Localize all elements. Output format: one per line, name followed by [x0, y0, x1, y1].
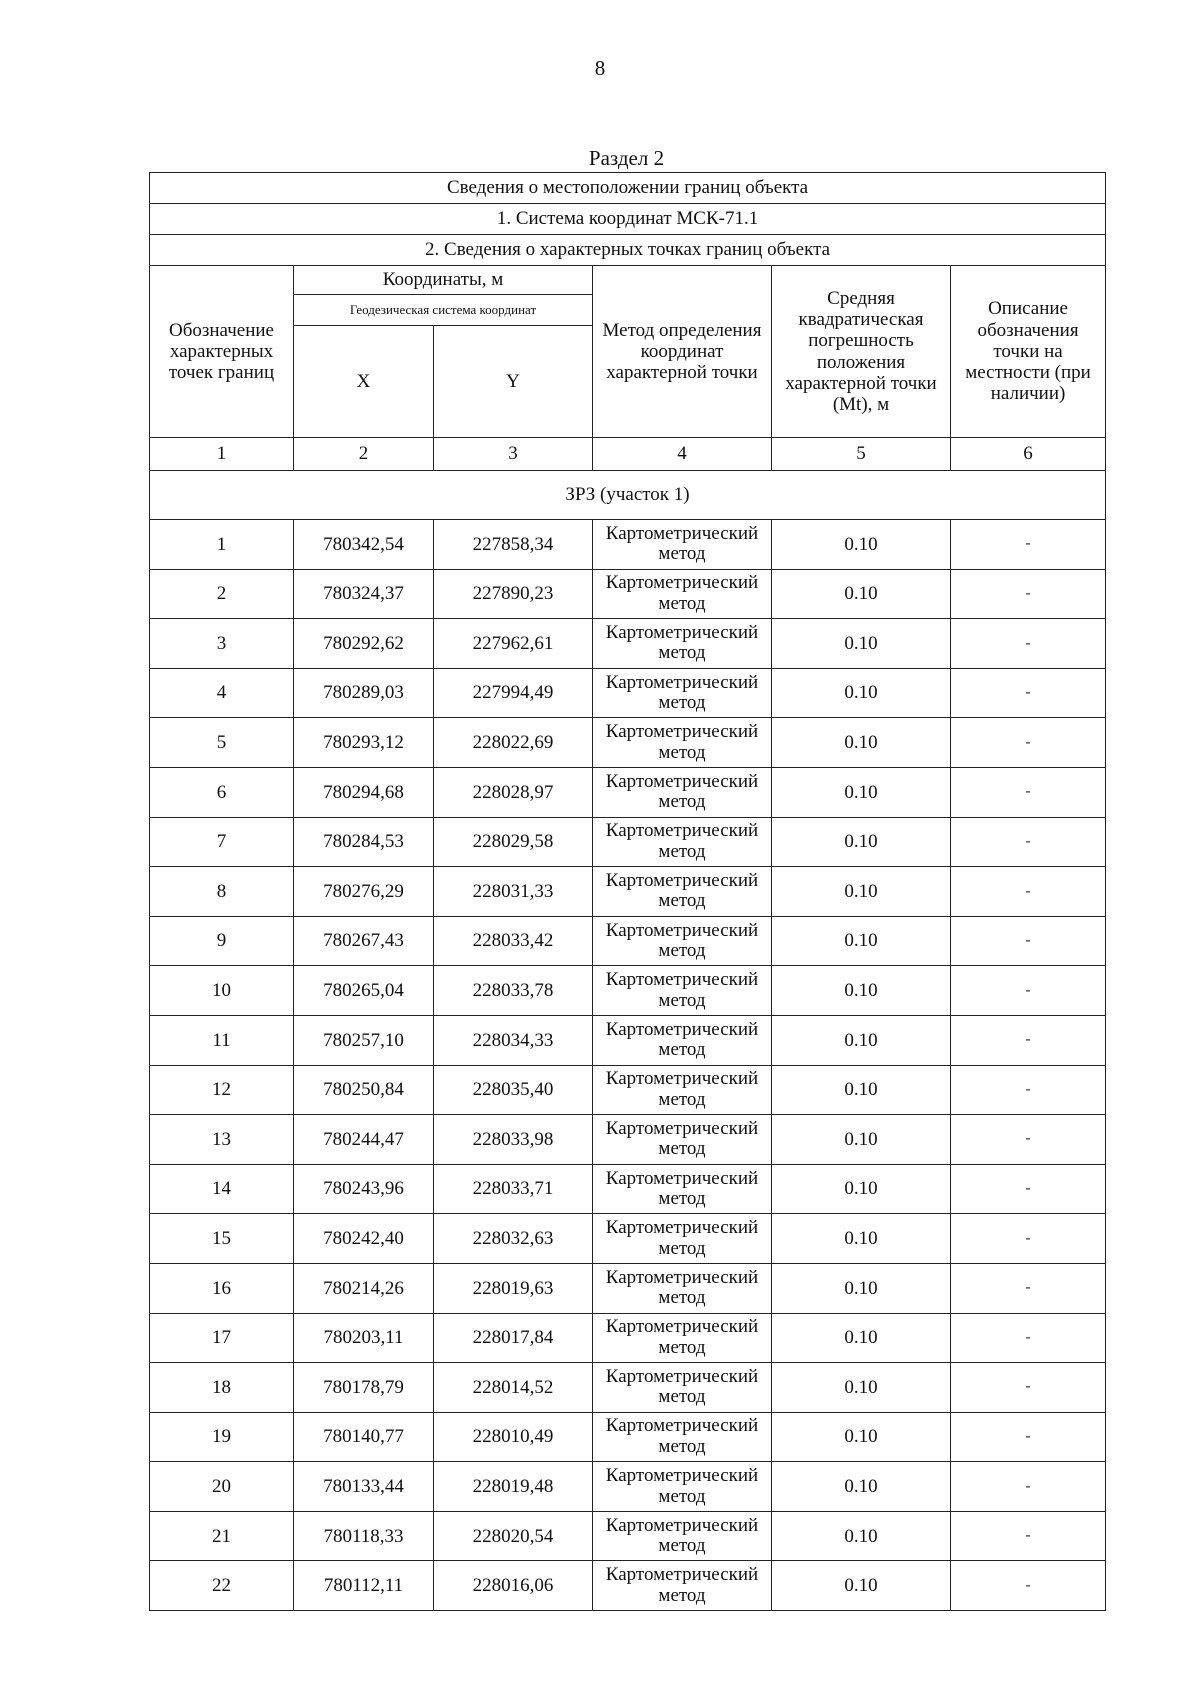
section-title: Раздел 2	[588, 146, 665, 170]
point-number-cell: 2	[150, 569, 294, 619]
description-cell: -	[951, 1065, 1106, 1115]
error-cell: 0.10	[772, 1412, 951, 1462]
point-number-cell: 4	[150, 668, 294, 718]
x-coordinate-cell: 780244,47	[294, 1115, 434, 1165]
table-row	[150, 668, 1106, 718]
x-coordinate-cell: 780265,04	[294, 966, 434, 1016]
description-cell: -	[951, 1115, 1106, 1165]
header-description: Описание обозначения точки на местности (при наличии)	[951, 266, 1106, 438]
method-text: Картометрический метод	[605, 721, 759, 763]
method-text: Картометрический метод	[605, 522, 759, 565]
point-number-cell: 11	[150, 1015, 294, 1065]
y-coordinate-cell: 228033,42	[434, 916, 593, 966]
description-cell: -	[951, 867, 1106, 917]
y-coordinate-cell: 227890,23	[434, 569, 593, 619]
y-coordinate-cell: 228022,69	[434, 718, 593, 768]
method-cell	[593, 767, 772, 817]
method-cell	[593, 1263, 772, 1313]
x-coordinate-cell: 780250,84	[294, 1065, 434, 1115]
y-coordinate-cell: 228032,63	[434, 1214, 593, 1264]
method-text: Картометрический метод	[605, 671, 759, 714]
method-cell	[593, 520, 772, 570]
x-coordinate-cell: 780324,37	[294, 569, 434, 619]
table-row	[150, 916, 1106, 966]
column-number: 2	[294, 438, 434, 471]
table-row	[150, 1164, 1106, 1214]
method-text: Картометрический метод	[605, 1365, 759, 1408]
point-number-cell: 7	[150, 817, 294, 867]
method-cell	[593, 1015, 772, 1065]
method-text: Картометрический метод	[605, 969, 759, 1011]
description-cell: -	[951, 619, 1106, 669]
description-cell: -	[951, 1263, 1106, 1313]
method-text: Картометрический метод	[605, 820, 759, 862]
header-coordinates: Координаты, м	[294, 266, 593, 295]
y-coordinate-cell: 228034,33	[434, 1015, 593, 1065]
method-cell	[593, 569, 772, 619]
point-number-cell: 14	[150, 1164, 294, 1214]
table-row	[150, 619, 1106, 669]
method-cell	[593, 1065, 772, 1115]
point-number-cell: 12	[150, 1065, 294, 1115]
method-text: Картометрический метод	[605, 1068, 759, 1110]
error-cell: 0.10	[772, 668, 951, 718]
method-cell	[593, 867, 772, 917]
table-row	[150, 1561, 1106, 1611]
x-coordinate-cell: 780284,53	[294, 817, 434, 867]
method-cell	[593, 1214, 772, 1264]
error-cell: 0.10	[772, 1313, 951, 1363]
method-cell	[593, 1313, 772, 1363]
y-coordinate-cell: 228019,63	[434, 1263, 593, 1313]
description-cell: -	[951, 718, 1106, 768]
description-cell: -	[951, 1462, 1106, 1512]
table-row	[150, 1065, 1106, 1115]
x-coordinate-cell: 780267,43	[294, 916, 434, 966]
method-cell	[593, 718, 772, 768]
method-text: Картометрический метод	[605, 1465, 759, 1507]
y-coordinate-cell: 227994,49	[434, 668, 593, 718]
description-cell: -	[951, 520, 1106, 570]
table-row	[150, 817, 1106, 867]
point-number-cell: 20	[150, 1462, 294, 1512]
point-number-cell: 10	[150, 966, 294, 1016]
y-coordinate-cell: 228016,06	[434, 1561, 593, 1611]
column-number: 5	[772, 438, 951, 471]
x-coordinate-cell: 780118,33	[294, 1511, 434, 1561]
x-coordinate-cell: 780293,12	[294, 718, 434, 768]
points-section-label: 2. Сведения о характерных точках границ объекта	[150, 235, 1106, 266]
error-cell: 0.10	[772, 569, 951, 619]
error-cell: 0.10	[772, 520, 951, 570]
error-cell: 0.10	[772, 1115, 951, 1165]
y-coordinate-cell: 228020,54	[434, 1511, 593, 1561]
x-coordinate-cell: 780257,10	[294, 1015, 434, 1065]
x-coordinate-cell: 780242,40	[294, 1214, 434, 1264]
table-row	[150, 1412, 1106, 1462]
method-text: Картометрический метод	[605, 1266, 759, 1309]
table-row	[150, 1015, 1106, 1065]
y-coordinate-cell: 228014,52	[434, 1363, 593, 1413]
table-row	[150, 1313, 1106, 1363]
x-coordinate-cell: 780294,68	[294, 767, 434, 817]
table-row	[150, 569, 1106, 619]
table-row	[150, 1214, 1106, 1264]
error-cell: 0.10	[772, 1363, 951, 1413]
table-row	[150, 520, 1106, 570]
error-cell: 0.10	[772, 767, 951, 817]
method-cell	[593, 1561, 772, 1611]
error-cell: 0.10	[772, 817, 951, 867]
method-text: Картометрический метод	[605, 869, 759, 912]
x-coordinate-cell: 780112,11	[294, 1561, 434, 1611]
x-coordinate-cell: 780203,11	[294, 1313, 434, 1363]
table-row	[150, 1115, 1106, 1165]
error-cell: 0.10	[772, 1462, 951, 1512]
x-coordinate-cell: 780342,54	[294, 520, 434, 570]
description-cell: -	[951, 966, 1106, 1016]
column-number: 3	[434, 438, 593, 471]
error-cell: 0.10	[772, 966, 951, 1016]
description-cell: -	[951, 1214, 1106, 1264]
method-text: Картометрический метод	[605, 919, 759, 962]
column-number: 6	[951, 438, 1106, 471]
x-coordinate-cell: 780140,77	[294, 1412, 434, 1462]
description-cell: -	[951, 569, 1106, 619]
method-text: Картометрический метод	[605, 1564, 759, 1606]
description-cell: -	[951, 916, 1106, 966]
y-coordinate-cell: 227858,34	[434, 520, 593, 570]
point-number-cell: 9	[150, 916, 294, 966]
error-cell: 0.10	[772, 1164, 951, 1214]
point-number-cell: 21	[150, 1511, 294, 1561]
y-coordinate-cell: 228033,78	[434, 966, 593, 1016]
method-text: Картометрический метод	[605, 1415, 759, 1457]
header-designation: Обозначение характерных точек границ	[150, 266, 294, 438]
point-number-cell: 18	[150, 1363, 294, 1413]
method-text: Картометрический метод	[605, 1514, 759, 1557]
table-title: Сведения о местоположении границ объекта	[150, 173, 1106, 204]
error-cell: 0.10	[772, 718, 951, 768]
description-cell: -	[951, 1313, 1106, 1363]
y-coordinate-cell: 228010,49	[434, 1412, 593, 1462]
boundary-points-table	[149, 172, 1106, 1611]
column-number: 1	[150, 438, 294, 471]
error-cell: 0.10	[772, 1511, 951, 1561]
header-geodetic-system: Геодезическая система координат	[294, 295, 593, 326]
method-cell	[593, 668, 772, 718]
x-coordinate-cell: 780133,44	[294, 1462, 434, 1512]
y-coordinate-cell: 227962,61	[434, 619, 593, 669]
zone-label: ЗРЗ (участок 1)	[150, 471, 1106, 520]
description-cell: -	[951, 1412, 1106, 1462]
table-row	[150, 718, 1106, 768]
y-coordinate-cell: 228033,98	[434, 1115, 593, 1165]
y-coordinate-cell: 228031,33	[434, 867, 593, 917]
x-coordinate-cell: 780276,29	[294, 867, 434, 917]
error-cell: 0.10	[772, 867, 951, 917]
method-text: Картометрический метод	[605, 1018, 759, 1061]
point-number-cell: 22	[150, 1561, 294, 1611]
x-coordinate-cell: 780243,96	[294, 1164, 434, 1214]
method-cell	[593, 1363, 772, 1413]
method-cell	[593, 916, 772, 966]
description-cell: -	[951, 817, 1106, 867]
method-cell	[593, 966, 772, 1016]
error-cell: 0.10	[772, 1065, 951, 1115]
description-cell: -	[951, 1015, 1106, 1065]
method-text: Картометрический метод	[605, 1117, 759, 1160]
error-cell: 0.10	[772, 619, 951, 669]
point-number-cell: 8	[150, 867, 294, 917]
table-row	[150, 1263, 1106, 1313]
column-number: 4	[593, 438, 772, 471]
table-row	[150, 867, 1106, 917]
description-cell: -	[951, 767, 1106, 817]
method-text: Картометрический метод	[605, 770, 759, 813]
y-coordinate-cell: 228019,48	[434, 1462, 593, 1512]
table-row	[150, 966, 1106, 1016]
point-number-cell: 15	[150, 1214, 294, 1264]
error-cell: 0.10	[772, 916, 951, 966]
method-cell	[593, 817, 772, 867]
table-row	[150, 767, 1106, 817]
point-number-cell: 19	[150, 1412, 294, 1462]
point-number-cell: 1	[150, 520, 294, 570]
description-cell: -	[951, 1164, 1106, 1214]
point-number-cell: 3	[150, 619, 294, 669]
y-coordinate-cell: 228035,40	[434, 1065, 593, 1115]
x-coordinate-cell: 780292,62	[294, 619, 434, 669]
method-text: Картометрический метод	[605, 621, 759, 664]
header-y: Y	[434, 326, 593, 438]
point-number-cell: 13	[150, 1115, 294, 1165]
error-cell: 0.10	[772, 1015, 951, 1065]
page-number: 8	[594, 56, 606, 80]
point-number-cell: 17	[150, 1313, 294, 1363]
point-number-cell: 6	[150, 767, 294, 817]
description-cell: -	[951, 1363, 1106, 1413]
coord-system-label: 1. Система координат МСК-71.1	[150, 204, 1106, 235]
x-coordinate-cell: 780289,03	[294, 668, 434, 718]
x-coordinate-cell: 780214,26	[294, 1263, 434, 1313]
method-cell	[593, 1115, 772, 1165]
y-coordinate-cell: 228033,71	[434, 1164, 593, 1214]
y-coordinate-cell: 228029,58	[434, 817, 593, 867]
method-cell	[593, 1412, 772, 1462]
header-error: Средняя квадратическая погрешность положения характерной точки (Mt), м	[772, 266, 951, 438]
header-method: Метод определения координат характерной точки	[593, 266, 772, 438]
point-number-cell: 16	[150, 1263, 294, 1313]
description-cell: -	[951, 1511, 1106, 1561]
table-row	[150, 1511, 1106, 1561]
error-cell: 0.10	[772, 1214, 951, 1264]
header-x: X	[294, 326, 434, 438]
error-cell: 0.10	[772, 1263, 951, 1313]
method-text: Картометрический метод	[605, 1167, 759, 1210]
y-coordinate-cell: 228017,84	[434, 1313, 593, 1363]
description-cell: -	[951, 668, 1106, 718]
method-cell	[593, 1511, 772, 1561]
method-text: Картометрический метод	[605, 1217, 759, 1259]
error-cell: 0.10	[772, 1561, 951, 1611]
method-text: Картометрический метод	[605, 1316, 759, 1358]
method-cell	[593, 1462, 772, 1512]
y-coordinate-cell: 228028,97	[434, 767, 593, 817]
x-coordinate-cell: 780178,79	[294, 1363, 434, 1413]
method-cell	[593, 1164, 772, 1214]
method-text: Картометрический метод	[605, 572, 759, 614]
table-row	[150, 1462, 1106, 1512]
point-number-cell: 5	[150, 718, 294, 768]
method-cell	[593, 619, 772, 669]
description-cell: -	[951, 1561, 1106, 1611]
table-body	[150, 173, 1106, 1611]
table-row	[150, 1363, 1106, 1413]
